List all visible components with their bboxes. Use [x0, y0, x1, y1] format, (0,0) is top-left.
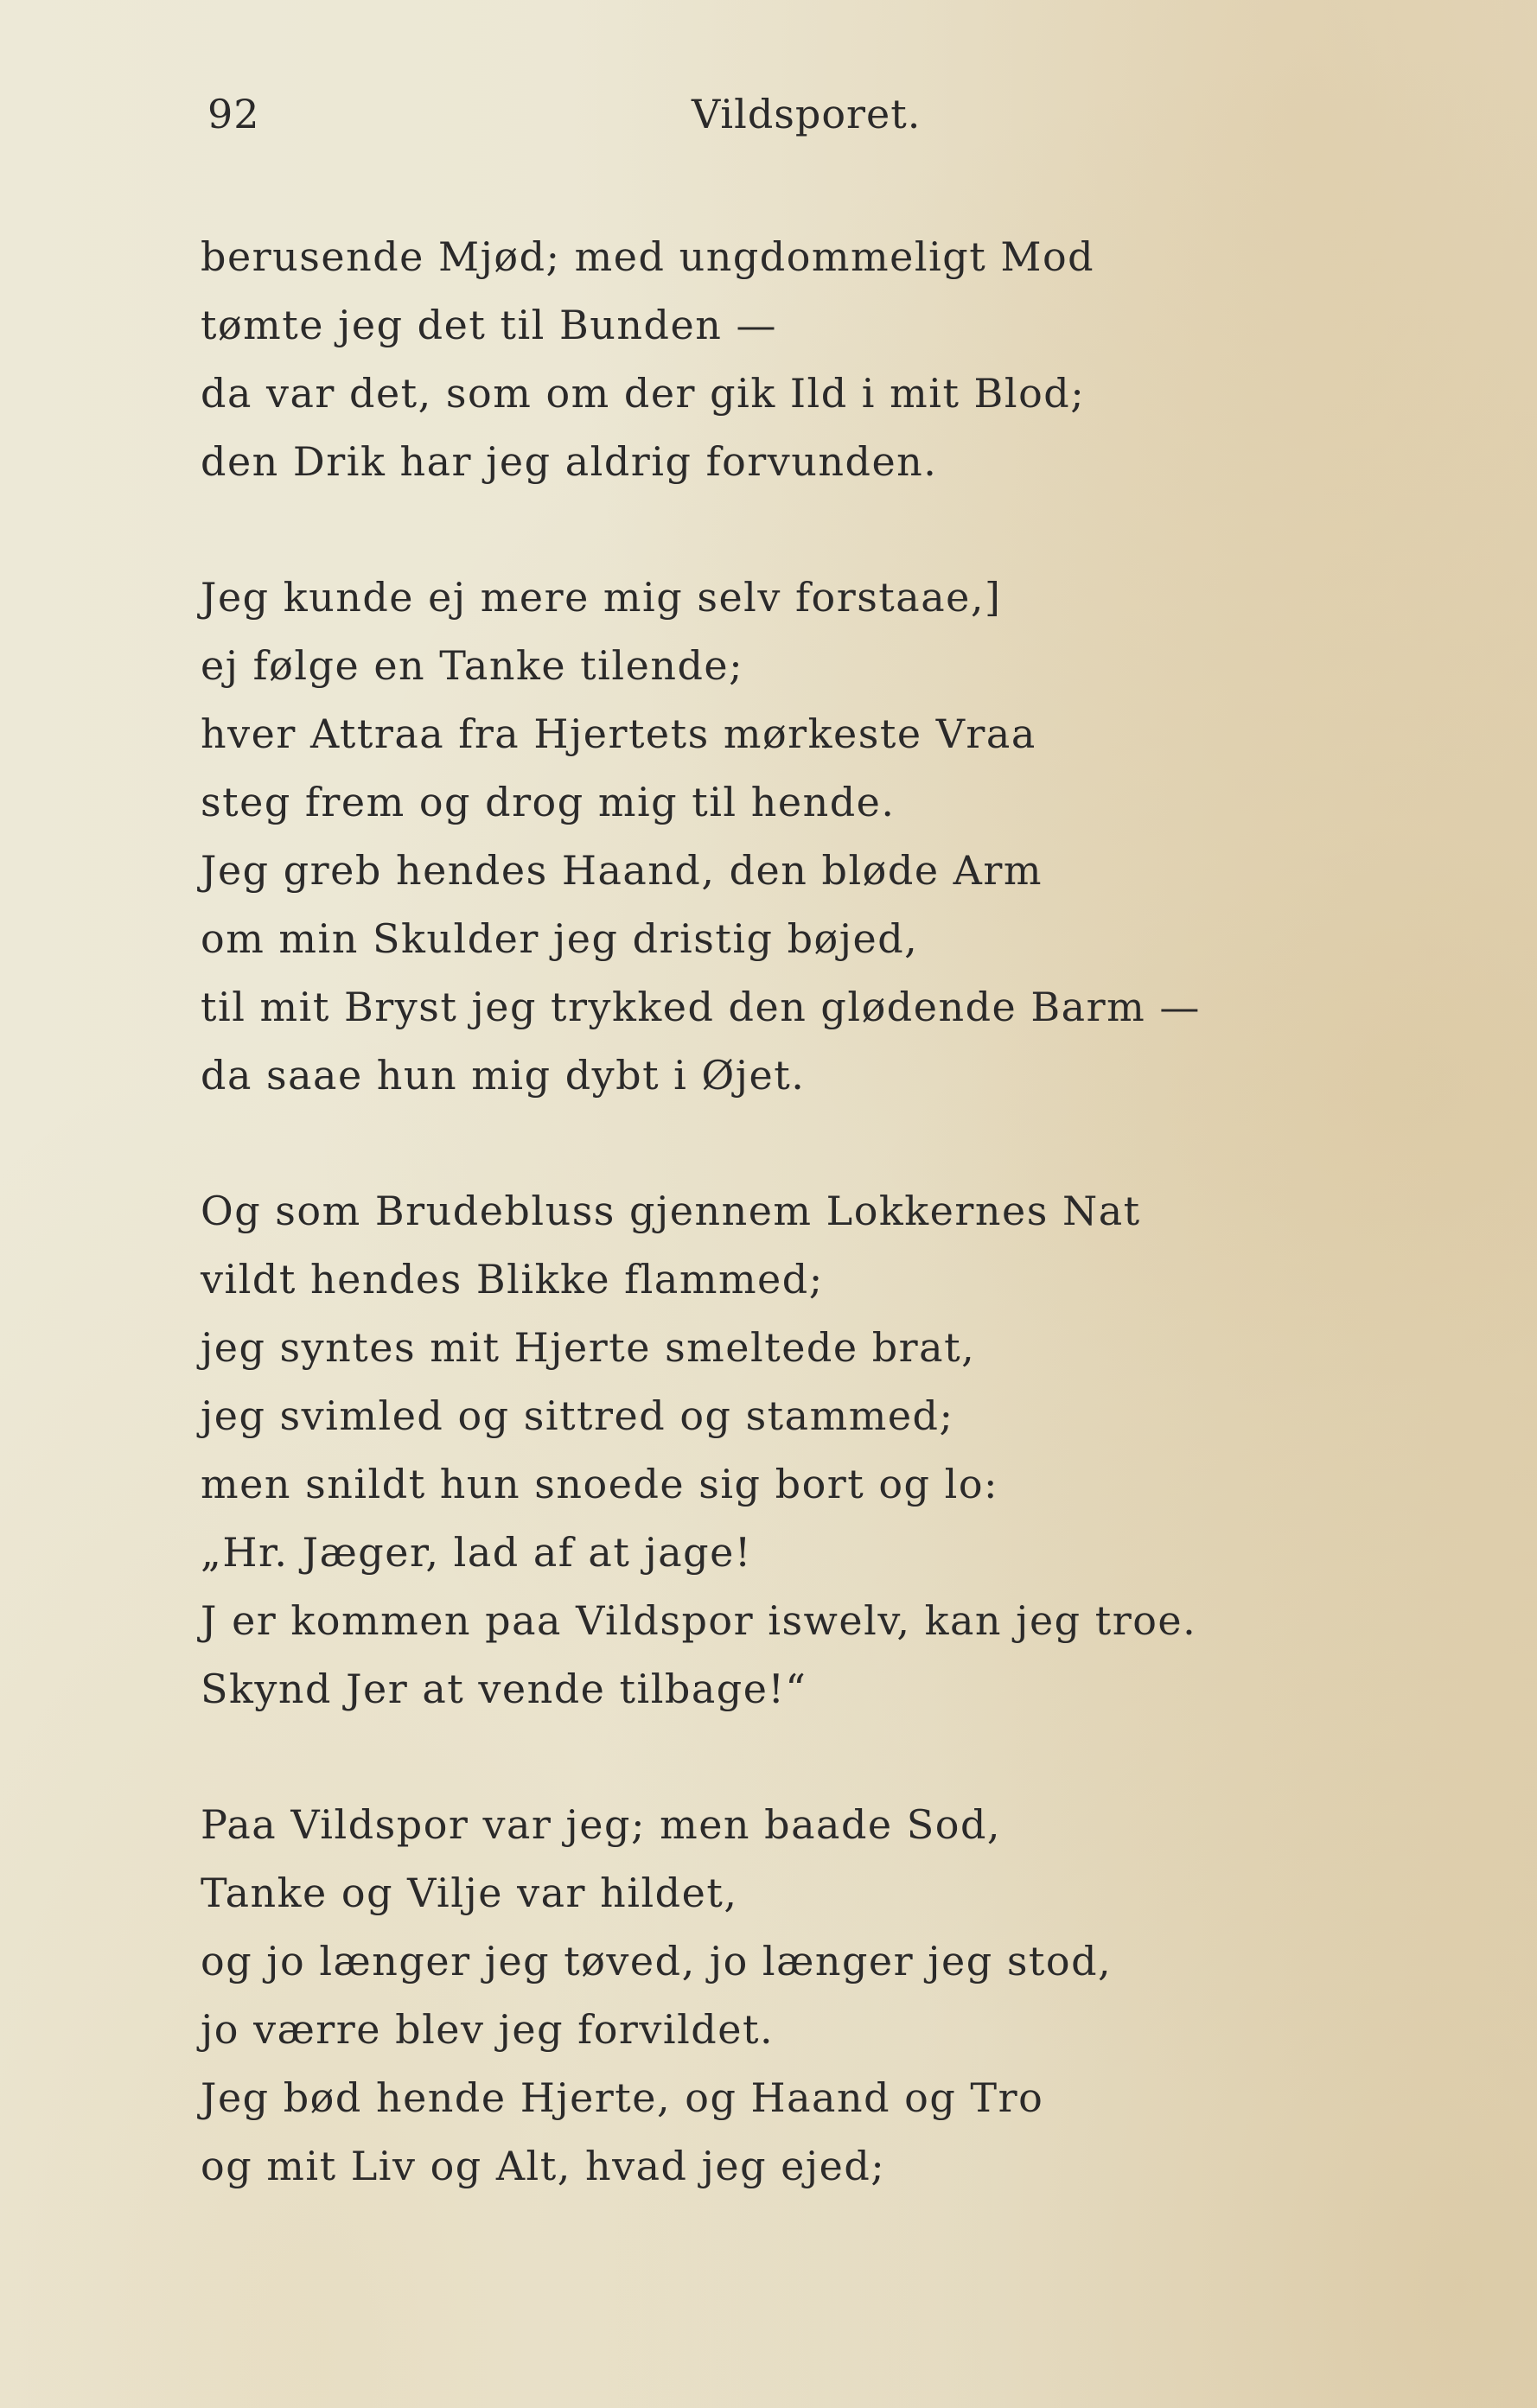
poem-line: „Hr. Jæger, lad af at jage! [201, 1529, 752, 1576]
poem-line: hver Attraa fra Hjertets mørkeste Vraa [201, 710, 1036, 757]
poem-line: til mit Bryst jeg trykked den glødende Barm — [201, 984, 1201, 1030]
stanza-4 [201, 1791, 1221, 2201]
running-title: Vildsporet. [692, 91, 922, 137]
poem-line: jeg svimled og sittred og stammed; [201, 1392, 954, 1439]
poem-line: da var det, som om der gik Ild i mit Blod; [201, 370, 1086, 417]
poem [201, 223, 1221, 2268]
poem-line: berusende Mjød; med ungdommeligt Mod [201, 233, 1095, 280]
poem-line: og mit Liv og Alt, hvad jeg ejed; [201, 2143, 886, 2189]
poem-line: jeg syntes mit Hjerte smeltede brat, [201, 1324, 976, 1371]
poem-line: Paa Vildspor var jeg; men baade Sod, [201, 1801, 1002, 1848]
poem-line: den Drik har jeg aldrig forvunden. [201, 438, 938, 485]
stanza-1 [201, 223, 1221, 496]
page-number: 92 [207, 91, 260, 137]
poem-line: men snildt hun snoede sig bort og lo: [201, 1461, 999, 1507]
poem-line: og jo længer jeg tøved, jo længer jeg stod, [201, 1938, 1113, 1984]
poem-line: ej følge en Tanke tilende; [201, 642, 744, 689]
page-header [207, 91, 1158, 151]
poem-line: Jeg greb hendes Haand, den bløde Arm [201, 847, 1043, 894]
poem-line: steg frem og drog mig til hende. [201, 779, 896, 825]
poem-line: om min Skulder jeg dristig bøjed, [201, 915, 919, 962]
poem-line: J er kommen paa Vildspor iswelv, kan jeg troe. [201, 1597, 1197, 1644]
stanza-2 [201, 564, 1221, 1110]
poem-line: jo værre blev jeg forvildet. [201, 2006, 775, 2053]
stanza-3 [201, 1177, 1221, 1723]
poem-line: Jeg kunde ej mere mig selv forstaae,] [201, 574, 1002, 621]
poem-line: da saae hun mig dybt i Øjet. [201, 1052, 806, 1099]
poem-line: tømte jeg det til Bunden — [201, 302, 777, 348]
poem-line: Skynd Jer at vende tilbage!“ [201, 1666, 807, 1712]
poem-line: vildt hendes Blikke flammed; [201, 1256, 824, 1303]
poem-line: Tanke og Vilje var hildet, [201, 1870, 738, 1916]
poem-line: Jeg bød hende Hjerte, og Haand og Tro [201, 2074, 1044, 2121]
poem-line: Og som Brudebluss gjennem Lokkernes Nat [201, 1188, 1141, 1234]
